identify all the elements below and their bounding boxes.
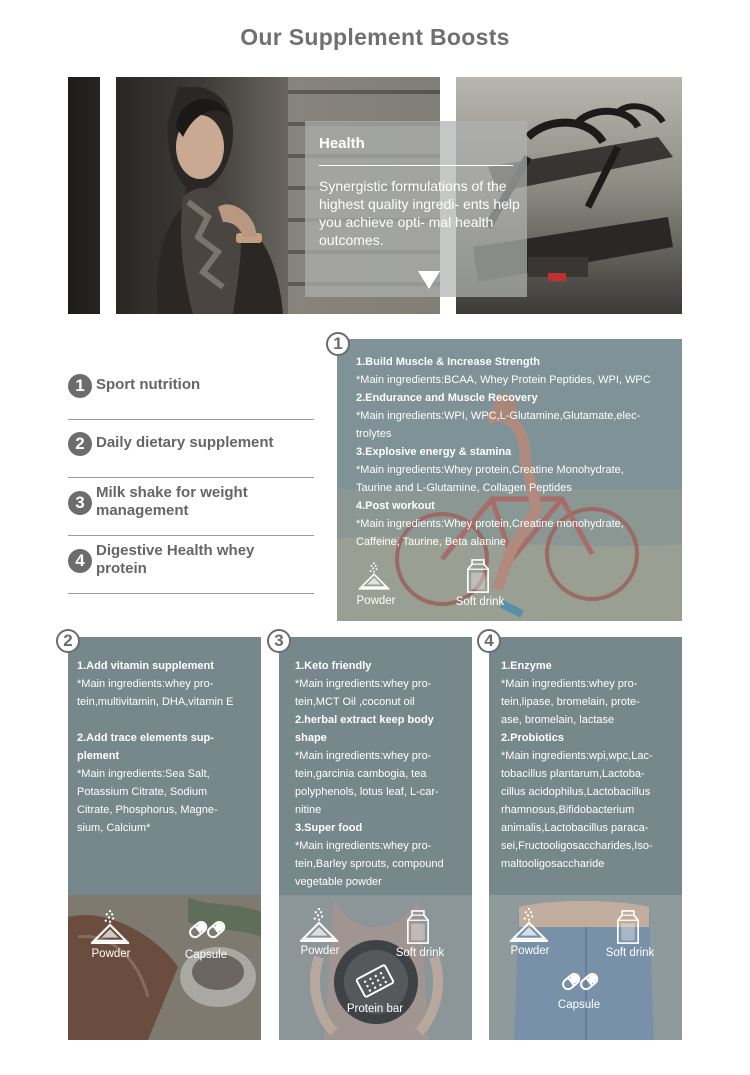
soft-drink-icon	[407, 909, 429, 945]
ingredient-line: *Main ingredients:whey pro-	[295, 840, 432, 852]
category-label: Sport nutrition	[96, 376, 201, 393]
list-item-sport-nutrition[interactable]	[68, 362, 314, 420]
hero-description: Synergistic formulations of the highest quality ingredi- ents help you achieve opti- mal health outcomes.	[319, 178, 520, 248]
ingredient-line: sei,Fructooligosaccharides,Iso-	[501, 840, 653, 852]
number-badge: 2	[68, 432, 92, 456]
hero-divider-left	[100, 77, 116, 314]
icon-label-capsule: Capsule	[557, 999, 601, 1011]
ingredient-line: vegetable powder	[295, 876, 382, 888]
section-heading: 1.Keto friendly	[295, 660, 372, 672]
ingredient-line: trolytes	[356, 428, 392, 440]
icon-label-powder: Powder	[91, 948, 131, 960]
soft-drink-icon	[617, 909, 639, 945]
ingredient-line: Potassium Citrate, Sodium	[77, 786, 208, 798]
panel-2-text	[77, 657, 257, 837]
ingredient-line: tein,Barley sprouts, compound	[295, 858, 444, 870]
ingredient-line: cillus acidophilus,Lactobacillus	[501, 786, 651, 798]
category-label: Milk shake for weight management	[96, 484, 248, 519]
panel-sport-nutrition	[337, 339, 682, 621]
ingredient-line: tein,multivitamin, DHA,vitamin E	[77, 696, 234, 708]
ingredient-line: ase, bromelain, lactase	[501, 714, 615, 726]
icon-label-soft-drink: Soft drink	[605, 947, 655, 959]
list-item-digestive-health[interactable]	[68, 536, 314, 594]
panel-digestive-health	[489, 637, 682, 1040]
hero-divider-line	[319, 165, 513, 166]
powder-icon	[297, 907, 341, 943]
number-badge: 1	[68, 374, 92, 398]
list-item-milk-shake[interactable]	[68, 478, 314, 536]
ingredient-line: tobacillus plantarum,Lactoba-	[501, 768, 645, 780]
panel-4-text	[501, 657, 681, 873]
ingredient-line: tein,lipase, bromelain, prote-	[501, 696, 640, 708]
ingredient-line: *Main ingredients:BCAA, Whey Protein Peptides, WPI, WPC	[356, 374, 651, 386]
hero-banner	[68, 77, 682, 314]
ingredient-line: *Main ingredients:WPI, WPC,L-Glutamine,Glutamate,elec-	[356, 410, 641, 422]
capsule-icon	[559, 969, 601, 997]
hero-title: Health	[319, 135, 365, 152]
soft-drink-icon	[467, 559, 489, 593]
section-heading: 4.Post workout	[356, 500, 435, 512]
icon-label-powder: Powder	[300, 945, 340, 957]
ingredient-line: sium, Calcium*	[77, 822, 151, 834]
number-badge: 3	[68, 491, 92, 515]
panel-daily-dietary	[68, 637, 261, 1040]
ingredient-line: *Main ingredients:whey pro-	[295, 678, 432, 690]
section-heading: 1.Enzyme	[501, 660, 552, 672]
section-heading: 2.Add trace elements sup-	[77, 732, 214, 744]
powder-icon	[88, 909, 132, 945]
icon-label-powder: Powder	[510, 945, 550, 957]
ingredient-line: Citrate, Phosphorus, Magne-	[77, 804, 218, 816]
list-item-daily-dietary[interactable]	[68, 420, 314, 478]
icon-label-capsule: Capsule	[184, 949, 228, 961]
ingredient-line: maltooligosaccharide	[501, 858, 605, 870]
panel-3-text	[295, 657, 470, 891]
panel-1-text	[356, 353, 676, 551]
panel-1-badge: 1	[326, 332, 350, 356]
page-title: Our Supplement Boosts	[240, 24, 510, 50]
woman-photo-illustration	[138, 87, 288, 314]
category-label: Digestive Health whey protein	[96, 542, 255, 577]
ingredient-line: nitine	[295, 804, 322, 816]
ingredient-line: *Main ingredients:Whey protein,Creatine Monohydrate,	[356, 464, 624, 476]
section-heading: shape	[295, 732, 327, 744]
powder-icon	[357, 561, 391, 591]
panel-2-badge: 2	[56, 629, 80, 653]
panel-4-badge: 4	[477, 629, 501, 653]
ingredient-line: *Main ingredients:wpi,wpc,Lac-	[501, 750, 653, 762]
section-heading: 1.Add vitamin supplement	[77, 660, 214, 672]
section-heading: plement	[77, 750, 120, 762]
ingredient-line: Caffeine, Taurine, Beta alanine	[356, 536, 507, 548]
ingredient-line: *Main ingredients:Whey protein,Creatine monohydrate,	[356, 518, 624, 530]
hero-info-box	[305, 121, 527, 297]
section-heading: 3.Super food	[295, 822, 363, 834]
icon-label-soft-drink: Soft drink	[395, 947, 445, 959]
ingredient-line: tein,garcinia cambogia, tea	[295, 768, 427, 780]
section-heading: 3.Explosive energy & stamina	[356, 446, 512, 458]
ingredient-line: *Main ingredients:whey pro-	[77, 678, 214, 690]
icon-label-soft-drink: Soft drink	[455, 596, 505, 608]
protein-bar-icon	[355, 963, 395, 999]
section-heading: 2.herbal extract keep body	[295, 714, 434, 726]
section-heading: 2.Endurance and Muscle Recovery	[356, 392, 538, 404]
ingredient-line	[77, 711, 257, 729]
ingredient-line: *Main ingredients:whey pro-	[501, 678, 638, 690]
panel-milk-shake	[279, 637, 472, 1040]
ingredient-line: *Main ingredients:Sea Salt,	[77, 768, 210, 780]
section-heading: 2.Probiotics	[501, 732, 564, 744]
icon-label-protein-bar: Protein bar	[346, 1003, 404, 1015]
number-badge: 4	[68, 549, 92, 573]
ingredient-line: animalis,Lactobacillus paraca-	[501, 822, 649, 834]
panel-3-badge: 3	[267, 629, 291, 653]
capsule-icon	[186, 917, 228, 945]
ingredient-line: *Main ingredients:whey pro-	[295, 750, 432, 762]
ingredient-line: tein,MCT Oil ,coconut oil	[295, 696, 415, 708]
down-arrow-icon[interactable]	[418, 271, 440, 289]
powder-icon	[507, 907, 551, 943]
category-list	[68, 362, 314, 594]
ingredient-line: rhamnosus,Bifidobacterium	[501, 804, 635, 816]
icon-label-powder: Powder	[356, 595, 396, 607]
category-label: Daily dietary supplement	[96, 434, 274, 451]
ingredient-line: polyphenols, lotus leaf, L-car-	[295, 786, 439, 798]
section-heading: 1.Build Muscle & Increase Strength	[356, 356, 540, 368]
ingredient-line: Taurine and L-Glutamine, Collagen Peptides	[356, 482, 572, 494]
